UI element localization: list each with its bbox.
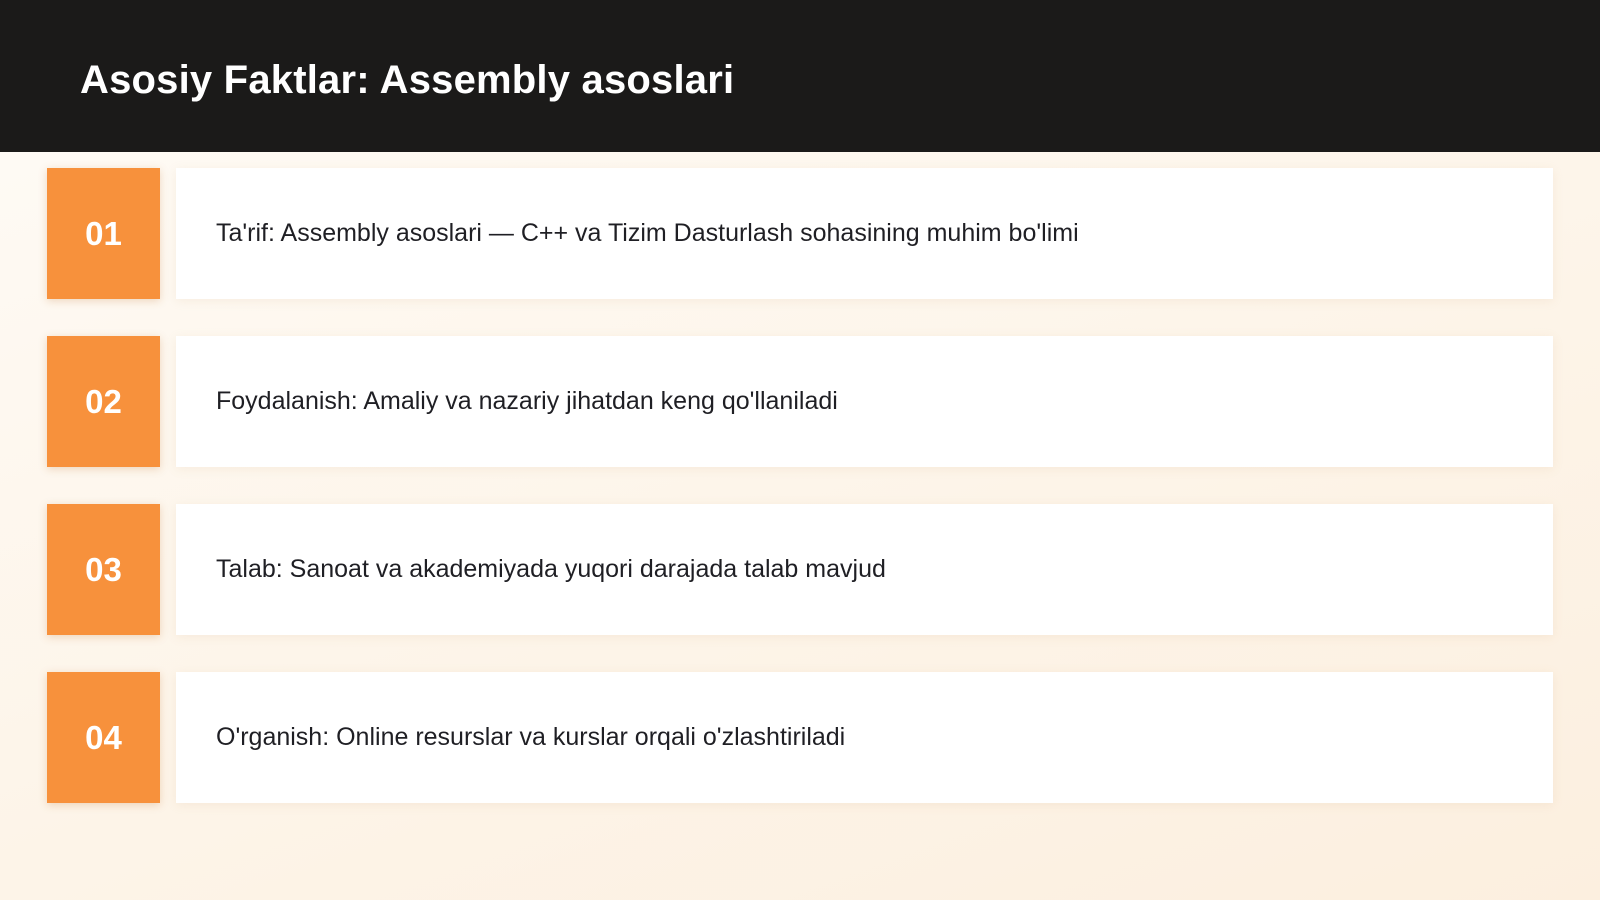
fact-text: Ta'rif: Assembly asoslari — C++ va Tizim Dasturlash sohasining muhim bo'limi	[216, 219, 1079, 247]
fact-number-badge: 01	[47, 168, 160, 299]
slide-title: Asosiy Faktlar: Assembly asoslari	[80, 58, 735, 102]
fact-card	[176, 672, 1553, 803]
fact-card	[176, 336, 1553, 467]
slide-header	[0, 0, 1600, 152]
fact-number-badge: 02	[47, 336, 160, 467]
fact-item-4	[47, 672, 1553, 803]
fact-card	[176, 504, 1553, 635]
fact-text: Foydalanish: Amaliy va nazariy jihatdan keng qo'llaniladi	[216, 387, 838, 415]
fact-card	[176, 168, 1553, 299]
fact-text: O'rganish: Online resurslar va kurslar orqali o'zlashtiriladi	[216, 723, 846, 751]
fact-item-2	[47, 336, 1553, 467]
fact-item-3	[47, 504, 1553, 635]
fact-text: Talab: Sanoat va akademiyada yuqori darajada talab mavjud	[216, 555, 886, 583]
fact-number-badge: 04	[47, 672, 160, 803]
fact-number-badge: 03	[47, 504, 160, 635]
fact-item-1	[47, 168, 1553, 299]
